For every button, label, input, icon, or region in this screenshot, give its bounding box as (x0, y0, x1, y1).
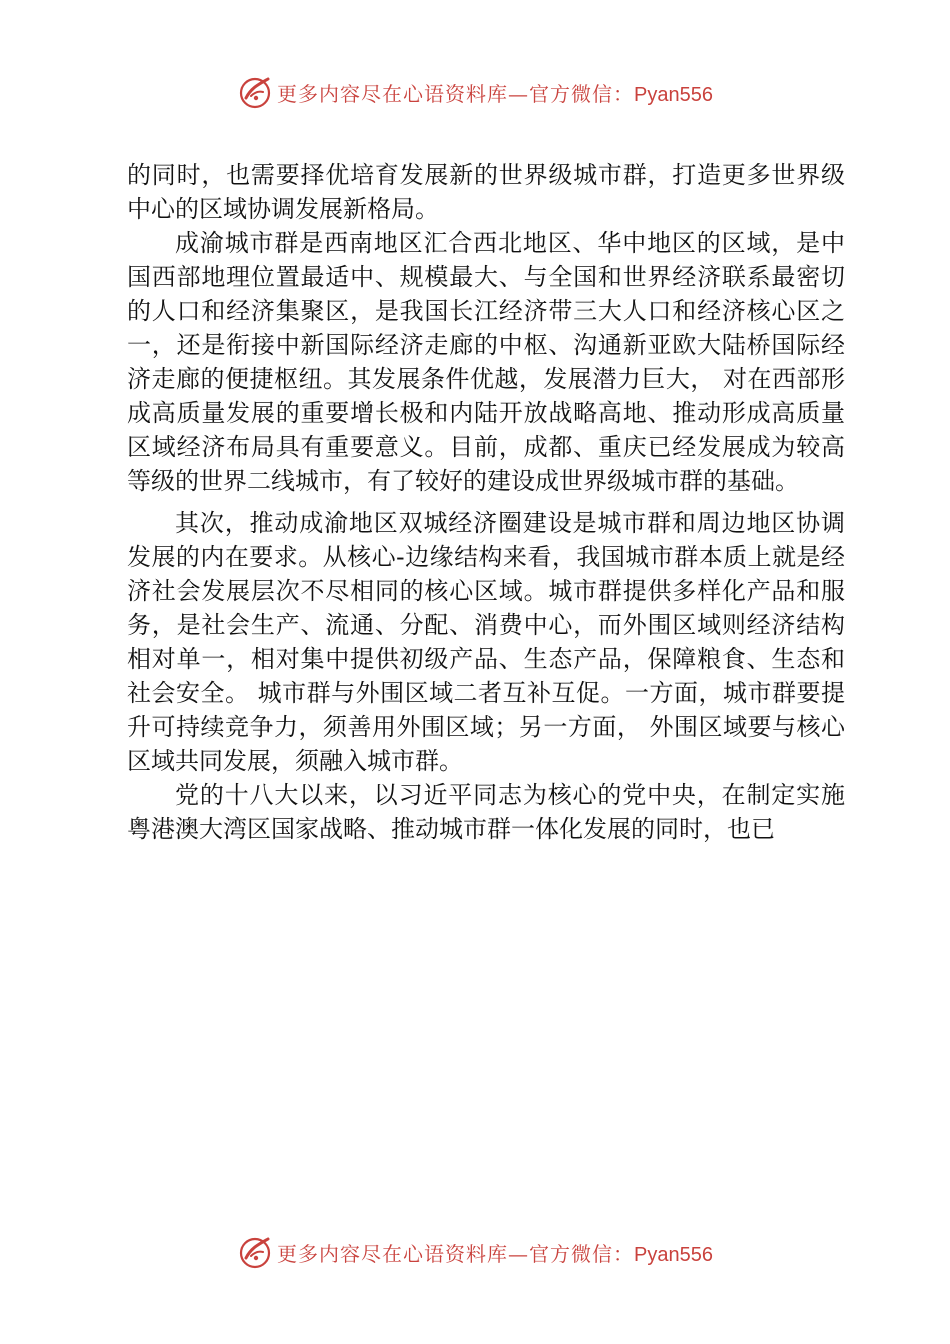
paragraph-4: 党的十八大以来，以习近平同志为核心的党中央，在制定实施粤港澳大湾区国家战略、推动城市群一体化发展的同时，也已 (127, 781, 845, 843)
document-body (127, 158, 845, 846)
paragraph-1: 的同时，也需要择优培育发展新的世界级城市群，打造更多世界级中心的区域协调发展新格局。 (127, 161, 845, 223)
paragraph-2: 成渝城市群是西南地区汇合西北地区、华中地区的区域，是中国西部地理位置最适中、规模最大、与全国和世界经济联系最密切的人口和经济集聚区，是我国长江经济带三大人口和经济核心区之一，还是衔接中新国际经济走廊的中枢、沟通新亚欧大陆桥国际经济走廊的便捷枢纽。其发展条件优越，发展潜力巨大， 对在西部形成高质量发展的重要增长极和内陆开放战略高地、推动形成高质量区域经济布局具有重要意义。目前，成都、重庆已经发展成为较高等级的世界二线城市，有了较好的建设成世界级城市群的基础。 (127, 229, 845, 495)
brush-logo-icon (237, 74, 273, 110)
watermark-text: 更多内容尽在心语资料库—官方微信：Pyan556 (277, 81, 713, 106)
footer-watermark (0, 1232, 950, 1272)
watermark-wechat-id: Pyan556 (634, 83, 713, 106)
watermark-text: 更多内容尽在心语资料库—官方微信：Pyan556 (277, 1241, 713, 1266)
paragraph-3: 其次，推动成渝地区双城经济圈建设是城市群和周边地区协调发展的内在要求。从核心-边缘结构来看，我国城市群本质上就是经济社会发展层次不尽相同的核心区域。城市群提供多样化产品和服务，是社会生产、流通、分配、消费中心，而外围区域则经济结构相对单一，相对集中提供初级产品、生态产品，保障粮食、生态和社会安全。 城市群与外围区域二者互补互促。一方面，城市群要提升可持续竞争力，须善用外围区域；另一方面， 外围区域要与核心区域共同发展，须融入城市群。 (127, 509, 845, 775)
brush-logo-icon (237, 1234, 273, 1270)
header-watermark (0, 72, 950, 112)
watermark-wechat-id: Pyan556 (634, 1243, 713, 1266)
